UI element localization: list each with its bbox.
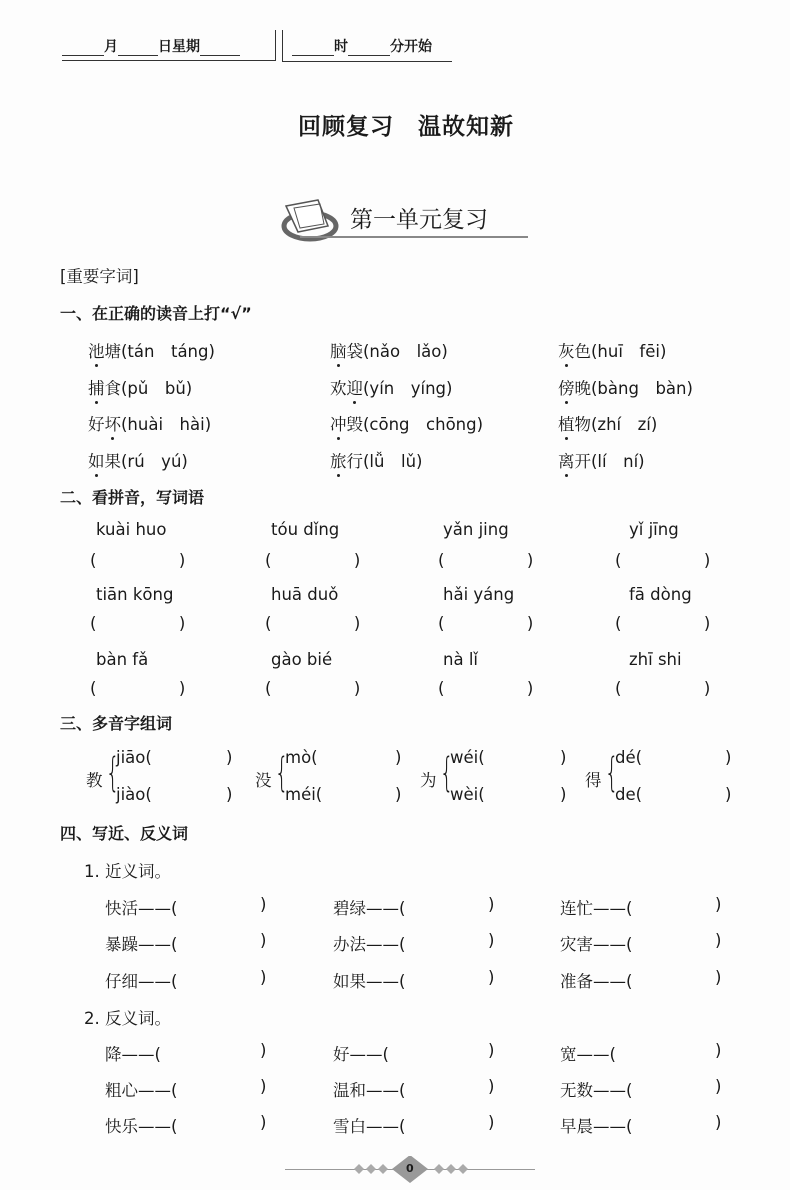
answer-close: ) (488, 1113, 495, 1132)
section-3-heading: 三、多音字组词 (60, 714, 173, 733)
answer-close: ) (260, 1113, 267, 1132)
answer-blank[interactable]: ( ) (615, 551, 711, 570)
dotted-character: 捕 (88, 379, 105, 398)
pinyin-prompt: yǐ jīng (629, 520, 679, 539)
answer-blank[interactable]: ( ) (438, 679, 534, 698)
date-field (62, 36, 240, 56)
brace: { (274, 750, 289, 796)
synonym-item[interactable]: 连忙——( (560, 899, 633, 918)
divider (282, 30, 283, 61)
character: 物 (574, 415, 591, 434)
pinyin-prompt: kuài huo (96, 520, 167, 539)
character: 袋 (346, 342, 363, 361)
time-field (292, 36, 432, 56)
character: 行 (346, 452, 363, 471)
antonym-item[interactable]: 降——( (105, 1045, 161, 1064)
answer-close: ) (260, 1077, 267, 1096)
pinyin-options[interactable]: (zhí zí) (591, 415, 658, 434)
reading-option: wèi( (450, 785, 485, 804)
brace: { (105, 750, 120, 796)
reading-option: dé( (615, 748, 643, 767)
answer-close: ) (715, 1113, 722, 1132)
pinyin-options[interactable]: (lǚ lǔ) (363, 452, 423, 471)
page-title: 回顾复习 温故知新 (298, 113, 514, 140)
pinyin-options[interactable]: (cōng chōng) (363, 415, 484, 434)
pronunciation-item (88, 338, 215, 362)
polyphone-character: 没 (255, 771, 272, 790)
antonym-item[interactable]: 好——( (333, 1045, 389, 1064)
character: 好 (88, 415, 105, 434)
pinyin-prompt: hǎi yáng (443, 585, 515, 604)
answer-close: ) (260, 931, 267, 950)
pinyin-prompt: huā duǒ (271, 585, 339, 604)
answer-blank[interactable]: ( ) (265, 679, 361, 698)
polyphone-character: 为 (420, 771, 437, 790)
answer-blank[interactable]: ( ) (438, 614, 534, 633)
key-words-label: [重要字词] (60, 267, 139, 286)
reading-option: wéi( (450, 748, 485, 767)
pinyin-options[interactable]: (huī fēi) (591, 342, 667, 361)
answer-close: ) (260, 895, 267, 914)
pinyin-options[interactable]: (nǎo lǎo) (363, 342, 448, 361)
character: 晚 (574, 379, 591, 398)
reading-option: de( (615, 785, 643, 804)
character: 欢 (330, 379, 347, 398)
answer-close: ) (715, 895, 722, 914)
pinyin-options[interactable]: (lí ní) (591, 452, 645, 471)
month-label: 月 (104, 39, 118, 55)
pronunciation-item (558, 338, 666, 362)
pinyin-prompt: nà lǐ (443, 650, 478, 669)
brace: { (604, 750, 619, 796)
pinyin-options[interactable]: (pǔ bǔ) (121, 379, 193, 398)
antonyms-heading: 2. 反义词。 (84, 1009, 171, 1028)
pinyin-options[interactable]: (yín yíng) (363, 379, 453, 398)
dotted-character: 灰 (558, 342, 575, 361)
answer-close: ) (715, 1077, 722, 1096)
answer-blank[interactable]: ( ) (615, 679, 711, 698)
pronunciation-item (330, 338, 448, 362)
divider (62, 60, 275, 61)
answer-close: ) (488, 931, 495, 950)
divider (282, 61, 452, 62)
synonym-item[interactable]: 快活——( (105, 899, 178, 918)
dotted-character: 池 (88, 342, 105, 361)
brace: { (439, 750, 454, 796)
answer-blank[interactable]: ( ) (265, 551, 361, 570)
answer-close: ) (715, 931, 722, 950)
page-number: 0 (406, 1162, 414, 1175)
character: 开 (574, 452, 591, 471)
reading-option: mò( (285, 748, 318, 767)
dotted-character: 如 (88, 452, 105, 471)
unit-title: 第一单元复习 (350, 207, 488, 233)
answer-close: ) (488, 1041, 495, 1060)
hour-label: 时 (334, 39, 348, 55)
answer-close: ) (488, 968, 495, 987)
answer-close[interactable]: ) (226, 785, 233, 804)
pinyin-prompt: yǎn jing (443, 520, 509, 539)
dotted-character: 植 (558, 415, 575, 434)
pinyin-options[interactable]: (huài hài) (121, 415, 212, 434)
section-2-heading: 二、看拼音，写词语 (60, 488, 205, 507)
answer-blank[interactable]: ( ) (90, 614, 186, 633)
antonym-item[interactable]: 早晨——( (560, 1117, 633, 1136)
answer-close[interactable]: ) (395, 785, 402, 804)
pronunciation-item (88, 448, 188, 472)
character: 塘 (104, 342, 121, 361)
dotted-character: 旅 (330, 452, 347, 471)
reading-option: jiào( (116, 785, 152, 804)
answer-close[interactable]: ) (226, 748, 233, 767)
answer-close[interactable]: ) (725, 748, 732, 767)
answer-close: ) (715, 968, 722, 987)
antonym-item[interactable]: 无数——( (560, 1081, 633, 1100)
answer-close: ) (488, 1077, 495, 1096)
synonym-item[interactable]: 灾害——( (560, 935, 633, 954)
polyphone-character: 得 (585, 771, 602, 790)
divider (300, 236, 528, 238)
antonym-item[interactable]: 雪白——( (333, 1117, 406, 1136)
synonym-item[interactable]: 仔细——( (105, 972, 178, 991)
pronunciation-item (330, 411, 483, 435)
folder-icon (280, 196, 346, 246)
pinyin-options[interactable]: (rú yú) (121, 452, 188, 471)
answer-close[interactable]: ) (560, 748, 567, 767)
character: 果 (104, 452, 121, 471)
dotted-character: 离 (558, 452, 575, 471)
answer-close: ) (488, 895, 495, 914)
synonym-item[interactable]: 暴躁——( (105, 935, 178, 954)
answer-blank[interactable]: ( ) (615, 614, 711, 633)
answer-blank[interactable]: ( ) (90, 551, 186, 570)
dotted-character: 脑 (330, 342, 347, 361)
pronunciation-item (330, 448, 422, 472)
pinyin-prompt: fā dòng (629, 585, 692, 604)
section-1-heading: 一、在正确的读音上打“√” (60, 304, 252, 323)
dotted-character: 坏 (104, 415, 121, 434)
synonyms-heading: 1. 近义词。 (84, 862, 171, 881)
reading-option: méi( (285, 785, 323, 804)
dotted-character: 傍 (558, 379, 575, 398)
minute-label: 分开始 (390, 39, 432, 55)
antonym-item[interactable]: 宽——( (560, 1045, 616, 1064)
synonym-item[interactable]: 碧绿——( (333, 899, 406, 918)
dotted-character: 冲 (330, 415, 347, 434)
character: 色 (574, 342, 591, 361)
answer-close[interactable]: ) (560, 785, 567, 804)
answer-close[interactable]: ) (725, 785, 732, 804)
pinyin-options[interactable]: (bàng bàn) (591, 379, 693, 398)
antonym-item[interactable]: 温和——( (333, 1081, 406, 1100)
pronunciation-item (88, 411, 211, 435)
character: 毁 (346, 415, 363, 434)
section-4-heading: 四、写近、反义词 (60, 824, 189, 843)
pinyin-prompt: zhī shi (629, 650, 682, 669)
answer-close: ) (715, 1041, 722, 1060)
answer-blank[interactable]: ( ) (265, 614, 361, 633)
polyphone-character: 教 (86, 771, 103, 790)
answer-blank[interactable]: ( ) (90, 679, 186, 698)
pronunciation-item (88, 375, 192, 399)
character: 食 (104, 379, 121, 398)
pinyin-prompt: gào bié (271, 650, 333, 669)
synonym-item[interactable]: 办法——( (333, 935, 406, 954)
answer-close[interactable]: ) (395, 748, 402, 767)
pronunciation-item (558, 448, 645, 472)
answer-close: ) (260, 968, 267, 987)
antonym-item[interactable]: 粗心——( (105, 1081, 178, 1100)
synonym-item[interactable]: 准备——( (560, 972, 633, 991)
pronunciation-item (330, 375, 452, 399)
dotted-character: 迎 (346, 379, 363, 398)
pronunciation-item (558, 375, 693, 399)
pronunciation-item (558, 411, 657, 435)
answer-close: ) (260, 1041, 267, 1060)
answer-blank[interactable]: ( ) (438, 551, 534, 570)
pinyin-prompt: tiān kōng (96, 585, 174, 604)
day-week-label: 日星期 (158, 39, 200, 55)
antonym-item[interactable]: 快乐——( (105, 1117, 178, 1136)
reading-option: jiāo( (116, 748, 152, 767)
divider (275, 30, 276, 61)
pinyin-prompt: bàn fǎ (96, 650, 149, 669)
pinyin-prompt: tóu dǐng (271, 520, 340, 539)
synonym-item[interactable]: 如果——( (333, 972, 406, 991)
pinyin-options[interactable]: (tán táng) (121, 342, 215, 361)
